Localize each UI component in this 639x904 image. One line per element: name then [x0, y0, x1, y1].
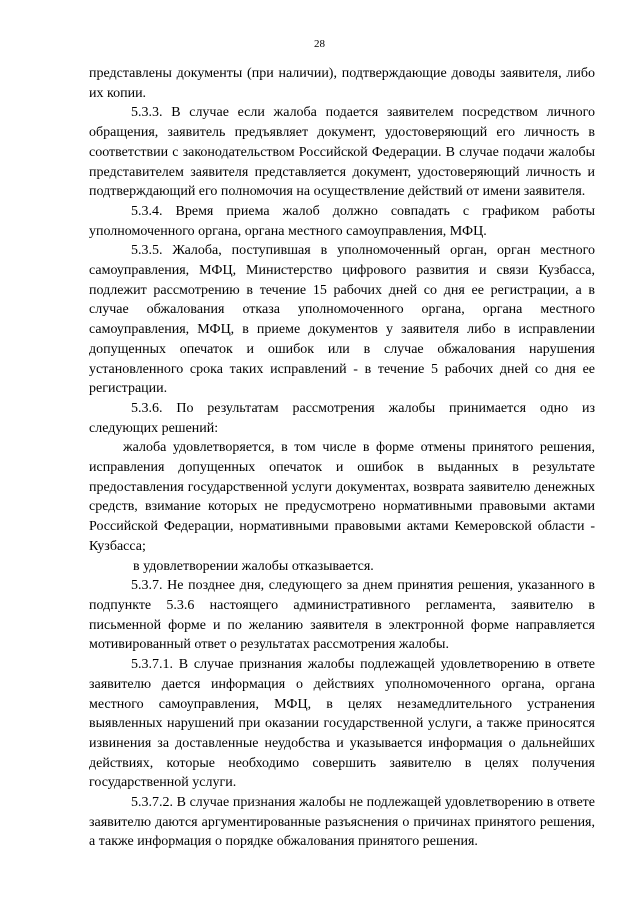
paragraph-5-3-7: 5.3.7. Не позднее дня, следующего за днем принятия решения, указанного в подпункте 5.3.6 настоящего административного регламента, заявителю в письменной форме и по желанию заявителя в электронной форме направляется мотивированный ответ о результатах рассмотрения жалобы. [89, 578, 595, 653]
paragraph-5-3-4: 5.3.4. Время приема жалоб должно совпадать с графиком работы уполномоченного органа, органа местного самоуправления, МФЦ. [89, 203, 595, 239]
paragraph-continuation: представлены документы (при наличии), подтверждающие доводы заявителя, либо их копии. [89, 66, 595, 101]
paragraph-5-3-7-2: 5.3.7.2. В случае признания жалобы не подлежащей удовлетворению в ответе заявителю даются аргументированные разъяснения о причинах принятого решения, а также информация о порядке обжалования принятого решения. [89, 795, 595, 850]
page-number: 28 [314, 38, 325, 50]
decision-option-satisfied: жалоба удовлетворяется, в том числе в форме отмены принятого решения, исправления допущенных опечаток и ошибок в выданных в результате предоставления государственной услуги документах, возврата заявителю денежных средств, взимание которых не предусмотрено нормативными правовыми актами Российской Федерации, нормативными правовыми актами Кемеровской области - Кузбасса; [89, 440, 595, 554]
paragraph-5-3-6: 5.3.6. По результатам рассмотрения жалобы принимается одно из следующих решений: [89, 400, 595, 436]
paragraph-5-3-3: 5.3.3. В случае если жалоба подается заявителем посредством личного обращения, заявитель предъявляет документ, удостоверяющий его личность в соответствии с законодательством Российской Федерации. В случае подачи жалобы представителем заявителя представляется документ, удостоверяющий личность и подтверждающий его полномочия на осуществление действий от имени заявителя. [89, 105, 595, 200]
document-body [89, 64, 595, 852]
paragraph-5-3-5: 5.3.5. Жалоба, поступившая в уполномоченный орган, орган местного самоуправления, МФЦ, Министерство цифрового развития и связи Кузбасса, подлежит рассмотрению в течение 15 рабочих дней со дня ее регистрации, а в случае обжалования отказа уполномоченного органа, органа местного самоуправления, МФЦ, в приеме документов у заявителя либо в исправлении допущенных опечаток и ошибок или в случае обжалования нарушения установленного срока таких исправлений - в течение 5 рабочих дней со дня ее регистрации. [89, 243, 595, 397]
decision-option-rejected: в удовлетворении жалобы отказывается. [133, 558, 374, 574]
paragraph-5-3-7-1: 5.3.7.1. В случае признания жалобы подлежащей удовлетворению в ответе заявителю дается информация о действиях уполномоченного органа, органа местного самоуправления, МФЦ, в целях незамедлительного устранения выявленных нарушений при оказании государственной услуги, а также приносятся извинения за доставленные неудобства и указывается информация о дальнейших действиях, которые необходимо совершить заявителю в целях получения государственной услуги. [89, 657, 595, 791]
